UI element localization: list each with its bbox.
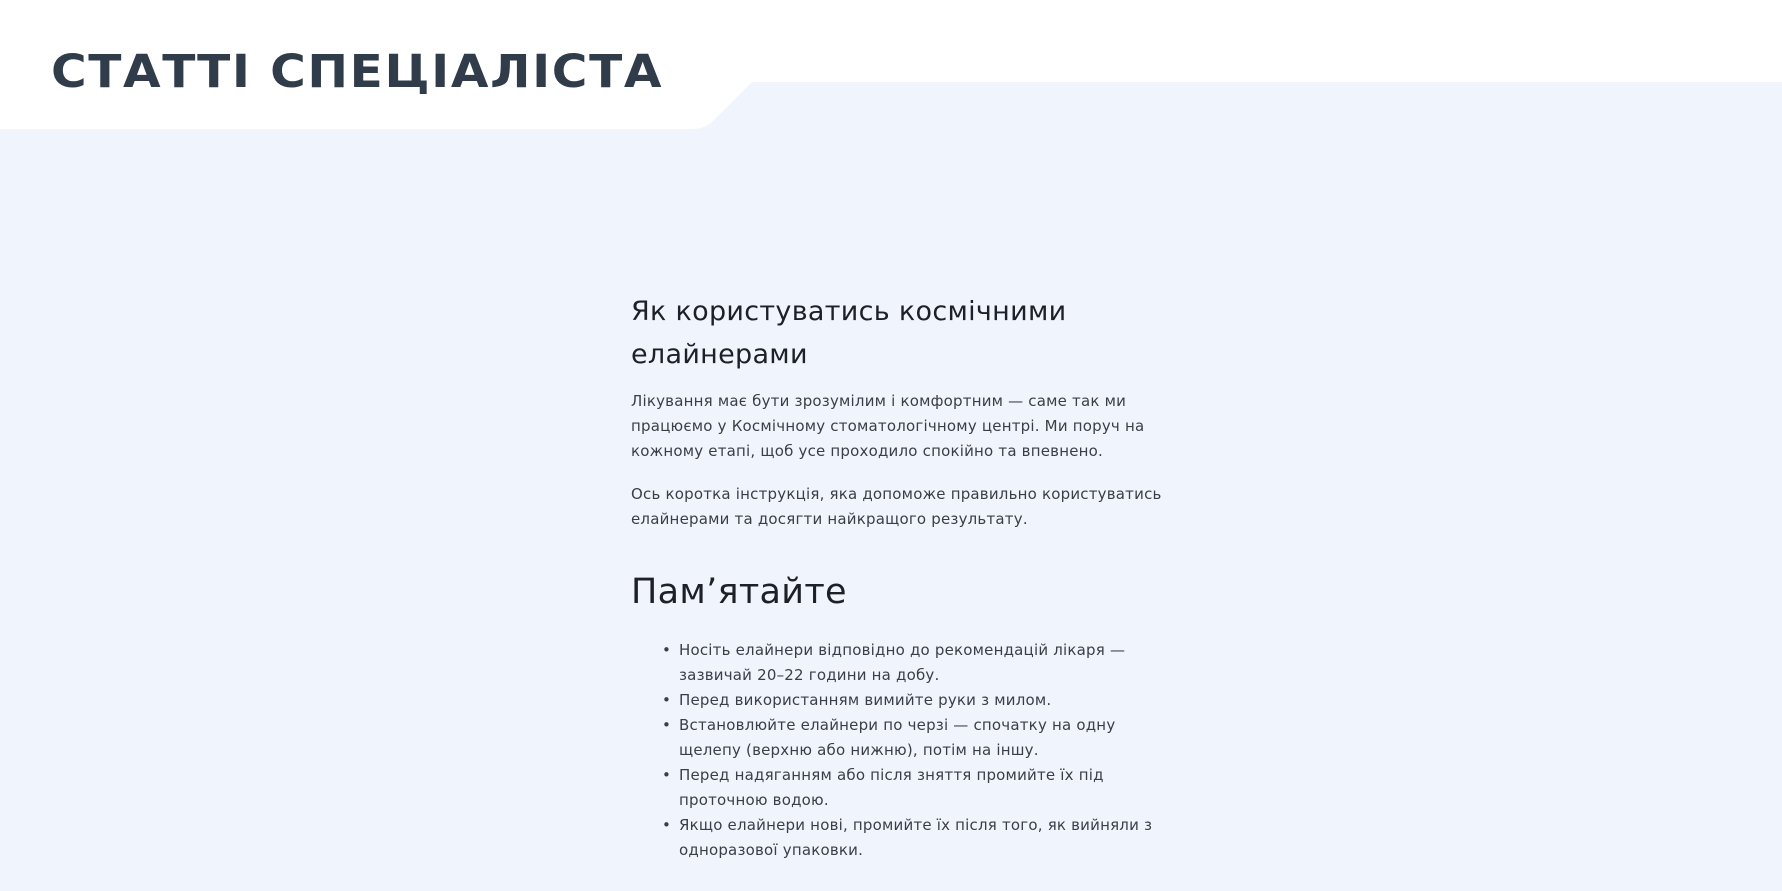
list-item (662, 688, 1171, 713)
list-item-text: Перед використанням вимийте руки з милом. (679, 691, 1052, 709)
article-intro-paragraph: Ось коротка інструкція, яка допоможе правильно користуватись елайнерами та досягти найкращого результату. (631, 485, 1162, 528)
section-title: Пам’ятайте (631, 572, 847, 612)
article-title: Як користуватись космічними елайнерами (631, 296, 1067, 370)
tips-list (631, 638, 1171, 863)
list-item-text: Носіть елайнери відповідно до рекомендацій лікаря — зазвичай 20–22 години на добу. (679, 641, 1126, 684)
bullet-icon: • (662, 641, 672, 659)
bullet-icon: • (662, 766, 672, 784)
list-item-text: Перед надяганням або після зняття промийте їх під проточною водою. (679, 766, 1104, 809)
list-item (662, 713, 1171, 763)
bullet-icon: • (662, 691, 672, 709)
list-item-text: Якщо елайнери нові, промийте їх після того, як вийняли з одноразової упаковки. (679, 816, 1153, 859)
bullet-icon: • (662, 816, 672, 834)
bullet-icon: • (662, 716, 672, 734)
list-item (662, 813, 1171, 863)
article-intro-paragraph: Лікування має бути зрозумілим і комфортним — саме так ми працюємо у Космічному стоматологічному центрі. Ми поруч на кожному етапі, щоб усе проходило спокійно та впевнено. (631, 392, 1145, 460)
list-item (662, 638, 1171, 688)
article (631, 290, 1171, 863)
list-item (662, 763, 1171, 813)
page-title: СТАТТІ СПЕЦІАЛІСТА (51, 45, 664, 98)
list-item-text: Встановлюйте елайнери по черзі — спочатку на одну щелепу (верхню або нижню), потім на іншу. (679, 716, 1116, 759)
